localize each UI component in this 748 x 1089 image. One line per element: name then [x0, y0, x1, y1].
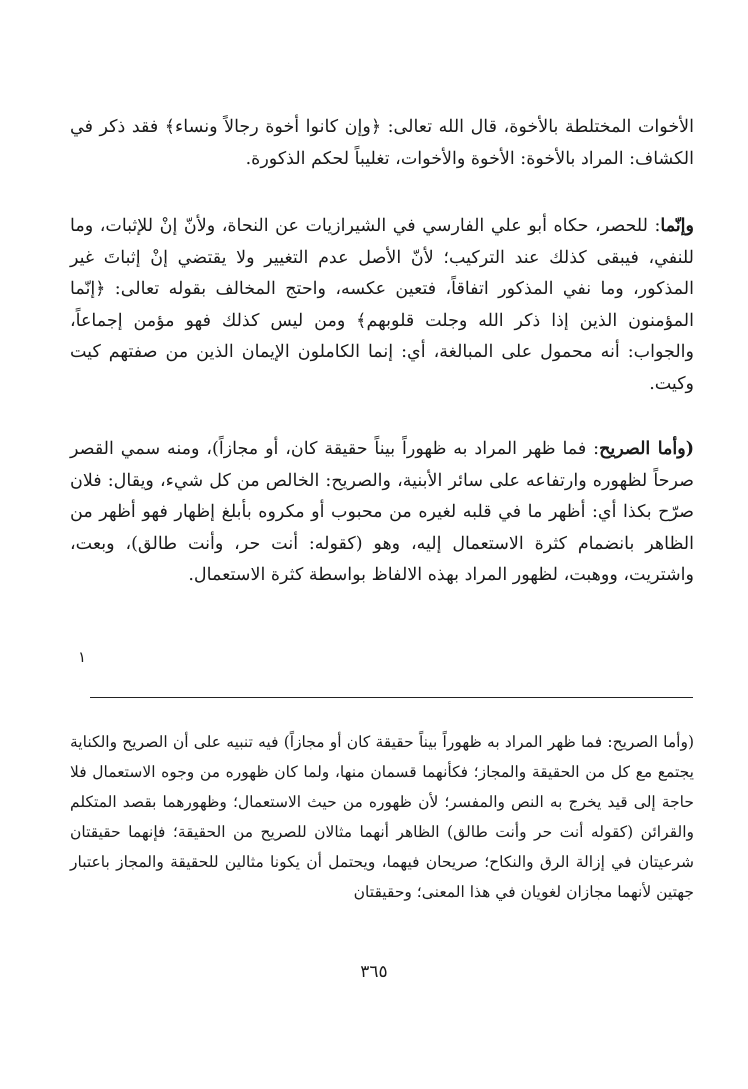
paragraph-text: : فما ظهر المراد به ظهوراً بيناً حقيقة كان، أو مجازاً)، ومنه سمي القصر صرحاً لظهوره وارتفاعه على سائر الأبنية، والصريح: الخالص من كل شيء، ويقال: فلان صرّح بكذا أي: أظهر ما في قلبه لغيره من محبوب أو مكروه بأبلغ إظهار فهو أظهر من الظاهر بانضمام كثرة الاستعمال إليه، وهو (كقوله: أنت حر، وأنت طالق)، وبعت، واشتريت، ووهبت، لظهور المراد بهذه الالفاظ بواسطة كثرة الاستعمال.	[70, 439, 694, 585]
margin-marker: ١	[78, 648, 87, 666]
paragraph-brothers	[70, 112, 694, 175]
paragraph-lead: (وأما الصريح	[599, 439, 694, 459]
footnote: (وأما الصريح: فما ظهر المراد به ظهوراً بيناً حقيقة كان أو مجازاً) فيه تنبيه على أن الصريح والكناية يجتمع مع كل من الحقيقة والمجاز؛ فكأنهما قسمان منها، ولما كان ظهوره من وجوه الاستعمال فلا حاجة إلى قيد يخرج به النص والمفسر؛ لأن ظهوره من حيث الاستعمال؛ وظهورهما بقصد المتكلم والقرائن (كقوله أنت حر وأنت طالق) الظاهر أنهما مثالان للصريح من الحقيقة؛ فإنهما حقيقتان شرعيتان في إزالة الرق والنكاح؛ صريحان فيهما، ويحتمل أن يكونا مثالين للحقيقة والمجاز باعتبار جهتين لأنهما مجازان لغويان في هذا المعنى؛ وحقيقتان	[70, 733, 694, 901]
main-text	[70, 112, 694, 592]
footnote-divider	[90, 697, 693, 698]
paragraph-text: : للحصر، حكاه أبو علي الفارسي في الشيرازيات عن النحاة، ولأنّ إنْ للإثبات، وما للنفي، فيبقى كذلك عند التركيب؛ لأنّ الأصل عدم التغيير ولا يقتضي إنْ إثباتَ غير المذكور، وما نفي المذكور اتفاقاً، فتعين عكسه، واحتج المخالف بقوله تعالى: ﴿إنّما المؤمنون الذين إذا ذكر الله وجلت قلوبهم﴾ ومن ليس كذلك فهو مؤمن إجماعاً، والجواب: أنه محمول على المبالغة، أي: إنما الكاملون الإيمان الذين من صفتهم كيت وكيت.	[70, 216, 694, 394]
paragraph-sarih	[70, 434, 694, 592]
paragraph-text: الأخوات المختلطة بالأخوة، قال الله تعالى: ﴿وإن كانوا أخوة رجالاً ونساء﴾ فقد ذكر في الكشاف: المراد بالأخوة: الأخوة والأخوات، تغليباً لحكم الذكورة.	[70, 117, 694, 169]
paragraph-innama	[70, 211, 694, 400]
paragraph-lead: وإنّما	[660, 216, 694, 236]
page-number: ٣٦٥	[360, 962, 388, 982]
